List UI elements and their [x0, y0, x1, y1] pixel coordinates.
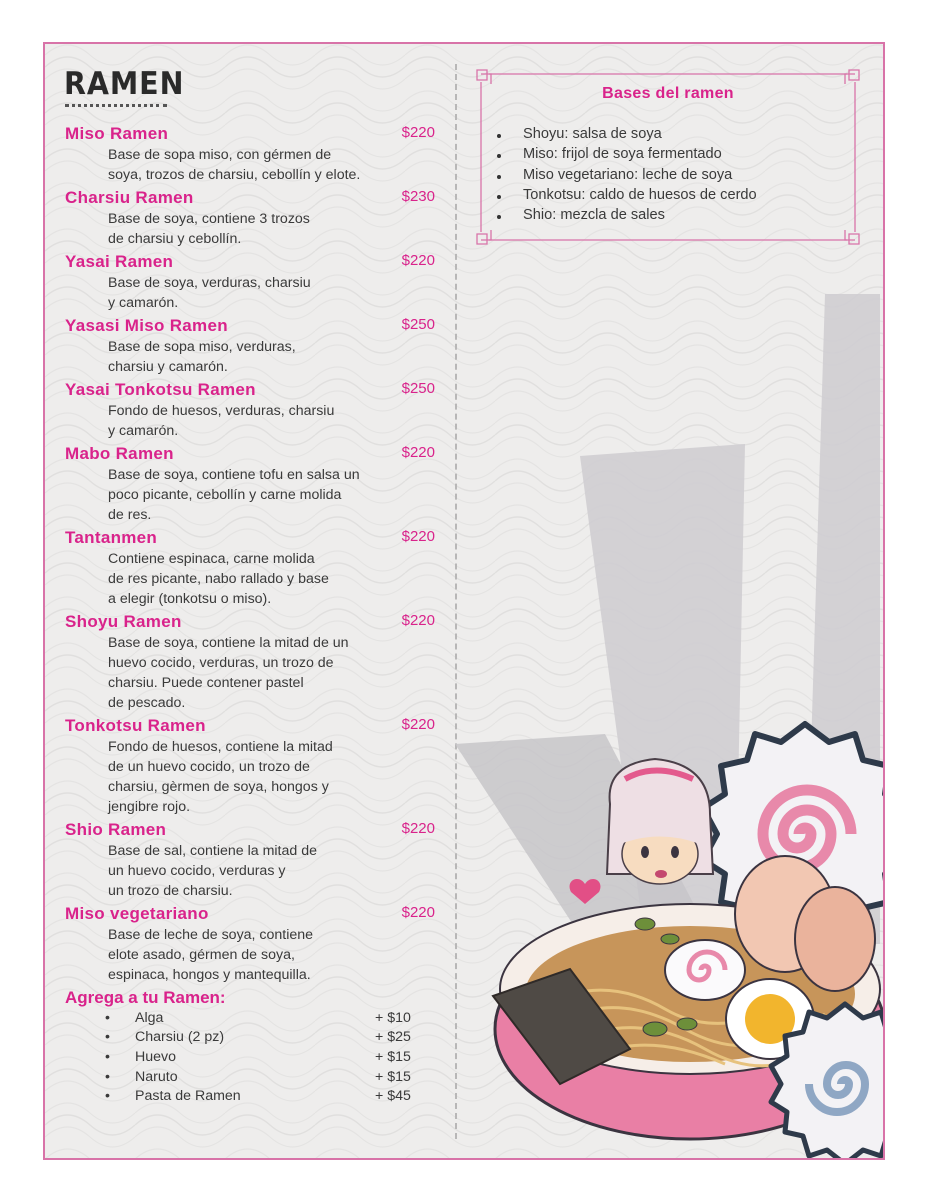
menu-item-price: $220 — [401, 904, 435, 921]
menu-item-description: Base de soya, contiene tofu en salsa un poco picante, cebollín y carne molida de res. — [108, 467, 360, 523]
addon-price: + $15 — [375, 1068, 411, 1085]
bases-panel — [475, 68, 861, 246]
addon-name: Huevo — [135, 1048, 177, 1065]
addon-item — [65, 1067, 435, 1087]
ramen-menu-list — [65, 124, 435, 1106]
menu-item-header — [65, 188, 435, 209]
bases-list — [523, 126, 757, 227]
menu-item-name: Tantanmen — [65, 528, 158, 547]
menu-item-header — [65, 904, 435, 925]
menu-item-description: Base de soya, contiene 3 trozos de charsiu y cebollín. — [108, 211, 310, 247]
menu-item-price: $220 — [401, 444, 435, 461]
menu-item — [65, 444, 435, 525]
menu-item-header — [65, 612, 435, 633]
addon-name: Charsiu (2 pz) — [135, 1029, 225, 1046]
menu-item-name: Mabo Ramen — [65, 444, 174, 463]
bases-list-item: Miso vegetariano: leche de soya — [523, 167, 757, 187]
bullet-icon: • — [105, 1068, 110, 1085]
bases-title: Bases del ramen — [602, 85, 734, 102]
bullet-icon: • — [105, 1029, 110, 1046]
menu-item-price: $220 — [401, 252, 435, 269]
bullet-icon: • — [105, 1088, 110, 1105]
title-underline — [65, 104, 167, 107]
menu-item-name: Yasasi Miso Ramen — [65, 316, 228, 335]
bases-list-item: Shio: mezcla de sales — [523, 207, 757, 227]
menu-item-price: $250 — [401, 380, 435, 397]
menu-item-name: Charsiu Ramen — [65, 188, 194, 207]
bullet-icon: • — [105, 1009, 110, 1026]
menu-item-header — [65, 252, 435, 273]
addon-item — [65, 1086, 435, 1106]
bases-list-item: Miso: frijol de soya fermentado — [523, 146, 757, 166]
menu-item-description: Base de soya, contiene la mitad de un huevo cocido, verduras, un trozo de charsiu. Puede contener pastel de pescado. — [108, 635, 349, 711]
menu-item-price: $230 — [401, 188, 435, 205]
menu-item — [65, 528, 435, 609]
menu-item — [65, 380, 435, 441]
menu-item-name: Shio Ramen — [65, 820, 167, 839]
column-divider — [455, 64, 457, 1139]
addon-name: Naruto — [135, 1068, 178, 1085]
menu-item-header — [65, 444, 435, 465]
addon-name: Alga — [135, 1009, 164, 1026]
addon-item — [65, 1008, 435, 1028]
menu-item — [65, 820, 435, 901]
menu-item — [65, 904, 435, 985]
menu-item — [65, 188, 435, 249]
menu-item-header — [65, 716, 435, 737]
menu-item — [65, 716, 435, 817]
menu-item-price: $220 — [401, 716, 435, 733]
menu-item-description: Base de sal, contiene la mitad de un huevo cocido, verduras y un trozo de charsiu. — [108, 843, 318, 899]
menu-item-price: $220 — [401, 124, 435, 141]
addon-item — [65, 1028, 435, 1048]
menu-item — [65, 124, 435, 185]
menu-item-description: Base de sopa miso, verduras, charsiu y camarón. — [108, 339, 296, 375]
menu-item-name: Yasai Ramen — [65, 252, 174, 271]
menu-item-name: Yasai Tonkotsu Ramen — [65, 380, 256, 399]
menu-item-header — [65, 124, 435, 145]
menu-item-description: Contiene espinaca, carne molida de res picante, nabo rallado y base a elegir (tonkotsu o miso). — [108, 551, 329, 607]
menu-item-name: Miso Ramen — [65, 124, 169, 143]
addons-title: Agrega a tu Ramen: — [65, 988, 226, 1007]
menu-item — [65, 316, 435, 377]
menu-item-name: Miso vegetariano — [65, 904, 209, 923]
menu-item-price: $250 — [401, 316, 435, 333]
addon-item — [65, 1047, 435, 1067]
menu-item-header — [65, 380, 435, 401]
addon-price: + $10 — [375, 1009, 411, 1026]
menu-item-price: $220 — [401, 528, 435, 545]
bases-list-item: Shoyu: salsa de soya — [523, 126, 757, 146]
menu-item-name: Shoyu Ramen — [65, 612, 182, 631]
menu-item-description: Base de soya, verduras, charsiu y camarón. — [108, 275, 311, 311]
menu-item-header — [65, 820, 435, 841]
menu-item — [65, 252, 435, 313]
menu-item-name: Tonkotsu Ramen — [65, 716, 206, 735]
menu-item — [65, 612, 435, 713]
page-title: RAMEN — [64, 66, 185, 102]
menu-item-header — [65, 316, 435, 337]
addon-name: Pasta de Ramen — [135, 1088, 241, 1105]
addon-price: + $45 — [375, 1088, 411, 1105]
addon-price: + $25 — [375, 1029, 411, 1046]
menu-item-header — [65, 528, 435, 549]
menu-item-price: $220 — [401, 820, 435, 837]
menu-item-description: Base de sopa miso, con gérmen de soya, trozos de charsiu, cebollín y elote. — [108, 147, 361, 183]
menu-item-description: Base de leche de soya, contiene elote asado, gérmen de soya, espinaca, hongos y mantequilla. — [108, 927, 314, 983]
menu-page — [43, 42, 885, 1160]
menu-item-description: Fondo de huesos, verduras, charsiu y camarón. — [108, 403, 335, 439]
addon-price: + $15 — [375, 1048, 411, 1065]
menu-item-price: $220 — [401, 612, 435, 629]
bullet-icon: • — [105, 1048, 110, 1065]
menu-item-description: Fondo de huesos, contiene la mitad de un huevo cocido, un trozo de charsiu, gèrmen de soya, hongos y jengibre rojo. — [108, 739, 333, 815]
bases-list-item: Tonkotsu: caldo de huesos de cerdo — [523, 187, 757, 207]
